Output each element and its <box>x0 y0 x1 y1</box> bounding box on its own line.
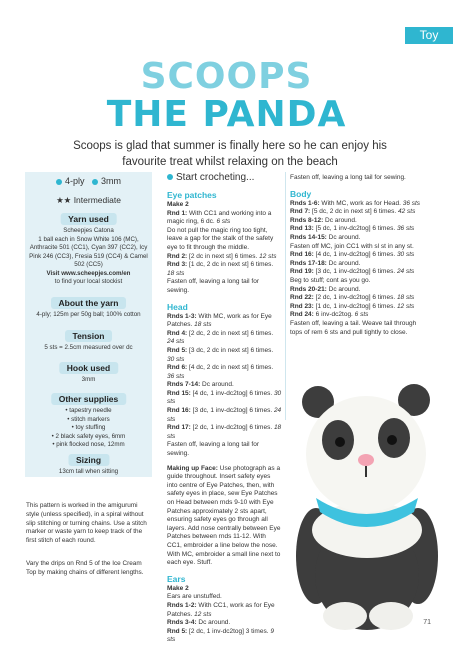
instruction-line: Rnd 3: [1 dc, 2 dc in next st] 6 times. 18 sts <box>167 261 274 277</box>
eye-patches-steps <box>167 210 282 296</box>
head-steps <box>167 313 282 459</box>
instruction-line: Rnds 8-12: Dc around. <box>290 216 357 224</box>
nose <box>358 454 374 466</box>
instruction-line: Rnd 5: [3 dc, 2 dc in next st] 6 times. 30 sts <box>167 346 274 363</box>
tension-text: 5 sts = 2.5cm measured over dc <box>44 344 133 351</box>
title-line-1: SCOOPS <box>140 56 313 97</box>
hook-dot-icon <box>92 179 98 185</box>
about-heading: About the yarn <box>51 297 127 309</box>
supply-item: • pink flocked nose, 12mm <box>52 441 125 449</box>
panda-photo <box>290 380 440 630</box>
yarn-link: Visit www.scheepjes.com/en <box>46 270 131 277</box>
instruction-line: Fasten off, leaving a long tail for sewing. <box>167 278 260 294</box>
right-foot <box>369 602 413 630</box>
instruction-line: Rnd 6: [4 dc, 2 dc in next st] 6 times. 36 sts <box>167 364 274 380</box>
ears-heading: Ears <box>167 573 186 584</box>
column-divider <box>285 172 286 420</box>
pattern-note-2: Vary the drips on Rnd 5 of the Ice Cream Top by making chains of different lengths. <box>26 560 144 576</box>
instruction-line: Rnd 7: [5 dc, 2 dc in next st] 6 times. 42 sts <box>290 208 416 216</box>
supplies-heading: Other supplies <box>51 393 127 405</box>
hook-text: 3mm <box>81 376 96 383</box>
eye-make: Make 2 <box>167 201 189 208</box>
left-eye <box>335 437 345 447</box>
making-up-face: Making up Face: Use photograph as a guide throughout. Insert safety eyes into centre of Eye Patches, then, with safety eyes in place, sew Eye Patches on Head between rnds 9-10 with Eye Patches approximately 2 sts apart, ensuring safety eyes go through all layers. Add nose centrally between Eye Patches between rnds 11-12. With CC1, embroider a line below the nose. With MC, embroider a small line next to each eye. Stuff. <box>167 464 281 567</box>
instructions-column-1 <box>167 186 282 645</box>
supply-item: • toy stuffing <box>71 424 106 432</box>
instruction-line: Fasten off, leaving a tail. Weave tail through tops of rem 6 sts and pull tightly to close. <box>290 319 417 336</box>
hook-size-label: 3mm <box>101 176 122 186</box>
instruction-line: Rnd 19: [3 dc, 1 inv-dc2tog] 6 times. 24 sts <box>290 268 415 276</box>
about-text: 4-ply; 125m per 50g ball; 100% cotton <box>36 311 141 318</box>
instruction-line: Rnd 17: [2 dc, 1 inv-dc2tog] 6 times. 18 sts <box>167 424 282 440</box>
body-steps <box>290 200 430 338</box>
body-heading: Body <box>290 188 312 199</box>
ply-label: 4-ply <box>64 176 85 186</box>
difficulty-label: Intermediate <box>73 195 121 205</box>
hook-heading: Hook used <box>59 362 118 374</box>
right-eye <box>387 435 397 445</box>
ply-hook-row <box>25 176 152 186</box>
instruction-line: Rnd 5: [2 dc, 1 inv-dc2tog] 3 times. 9 sts <box>167 627 274 644</box>
title-line-2: THE PANDA <box>106 94 347 135</box>
pattern-info-sidebar <box>25 172 152 477</box>
instruction-line: Rnd 24: 6 inv-dc2tog. 6 sts <box>290 311 369 319</box>
instruction-line: Ears are unstuffed. <box>167 593 222 601</box>
instruction-line: Rnd 4: [2 dc, 2 dc in next st] 6 times. 24 sts <box>167 329 274 346</box>
tension-heading: Tension <box>65 330 113 342</box>
instruction-line: Rnd 2: [2 dc in next st] 6 times. 12 sts <box>167 252 277 260</box>
section-tag: Toy <box>405 27 453 44</box>
instruction-line: Rnd 16: [3 dc, 1 inv-dc2tog] 6 times. 24 sts <box>167 407 282 423</box>
instruction-line: Rnds 20-21: Dc around. <box>290 285 361 293</box>
instruction-line: Rnds 1-3: With MC, work as for Eye Patches. 18 sts <box>167 312 272 329</box>
instruction-line: Rnds 17-18: Dc around. <box>290 259 361 267</box>
head-heading: Head <box>167 301 188 312</box>
instruction-line: Rnd 23: [1 dc, 1 inv-dc2tog] 6 times. 12 sts <box>290 302 415 310</box>
instruction-line: Beg to stuff; cont as you go. <box>290 276 371 284</box>
instruction-line: Rnds 7-14: Dc around. <box>167 381 234 389</box>
instruction-line: Fasten off MC, join CC1 with sl st in any st. <box>290 242 414 250</box>
subtitle: Scoops is glad that summer is finally here so he can enjoy his favourite treat whilst relaxing on the beach <box>73 140 387 168</box>
instruction-line: Rnds 3-4: Dc around. <box>167 619 231 627</box>
ears-steps <box>167 593 282 645</box>
supply-item: • stitch markers <box>67 415 110 423</box>
instruction-line: Rnds 14-15: Dc around. <box>290 233 361 241</box>
page-number: 71 <box>423 619 431 626</box>
instruction-line: Rnd 15: [4 dc, 1 inv-dc2tog] 6 times. 30 sts <box>167 389 282 406</box>
ears-make: Make 2 <box>167 584 189 592</box>
instruction-line: Rnd 13: [5 dc, 1 inv-dc2tog] 6 times. 36 sts <box>290 225 415 233</box>
yarn-link-sub: to find your local stockist <box>54 278 123 285</box>
pattern-note-1: This pattern is worked in the amigurumi style (unless specified), in a spiral without slip stitching or turning chains. Use a stitch marker or waste yarn to keep track of the first stitch of each round. <box>26 502 147 545</box>
sizing-heading: Sizing <box>68 454 109 466</box>
eye-patches-heading: Eye patches <box>167 190 217 200</box>
yarn-heading: Yarn used <box>60 213 117 225</box>
left-foot <box>323 602 367 630</box>
difficulty-row <box>25 195 152 206</box>
supply-item: • tapestry needle <box>65 407 112 414</box>
supplies-list <box>29 407 148 450</box>
supply-item: • 2 black safety eyes, 6mm <box>51 432 126 440</box>
difficulty-stars: ★★ <box>56 195 72 205</box>
start-dot-icon <box>167 174 173 180</box>
instruction-line: Do not pull the magic ring too tight, leave a gap for the stalk of the safety eye to fit through the middle. <box>167 226 274 251</box>
instruction-line: Rnds 1-2: With CC1, work as for Eye Patches. 12 sts <box>167 601 275 618</box>
instruction-line: Rnd 16: [4 dc, 1 inv-dc2tog] 6 times. 30 sts <box>290 251 415 259</box>
start-heading: Start crocheting... <box>167 172 254 183</box>
instructions-column-2 <box>290 174 430 337</box>
yarn-text: Scheepjes Catona 1 ball each in Snow White 106 (MC), Anthracite 501 (CC1), Cyan 397 (CC2), Icy Pink 246 (CC3), Fresia 519 (CC4) & Camel 502 (CC5) <box>29 227 148 269</box>
instruction-line: Fasten off, leaving a long tail for sewing. <box>167 441 260 458</box>
instruction-line: Rnd 22: [2 dc, 1 inv-dc2tog] 6 times. 18 sts <box>290 294 415 302</box>
instruction-line: Rnd 1: With CC1 and working into a magic ring, 6 dc. 6 sts <box>167 209 272 226</box>
instruction-line: Rnds 1-6: With MC, work as for Head. 36 sts <box>290 199 421 207</box>
sizing-text: 13cm tall when sitting <box>58 468 119 475</box>
column-2-intro: Fasten off, leaving a long tail for sewing. <box>290 174 406 181</box>
ply-dot-icon <box>56 179 62 185</box>
